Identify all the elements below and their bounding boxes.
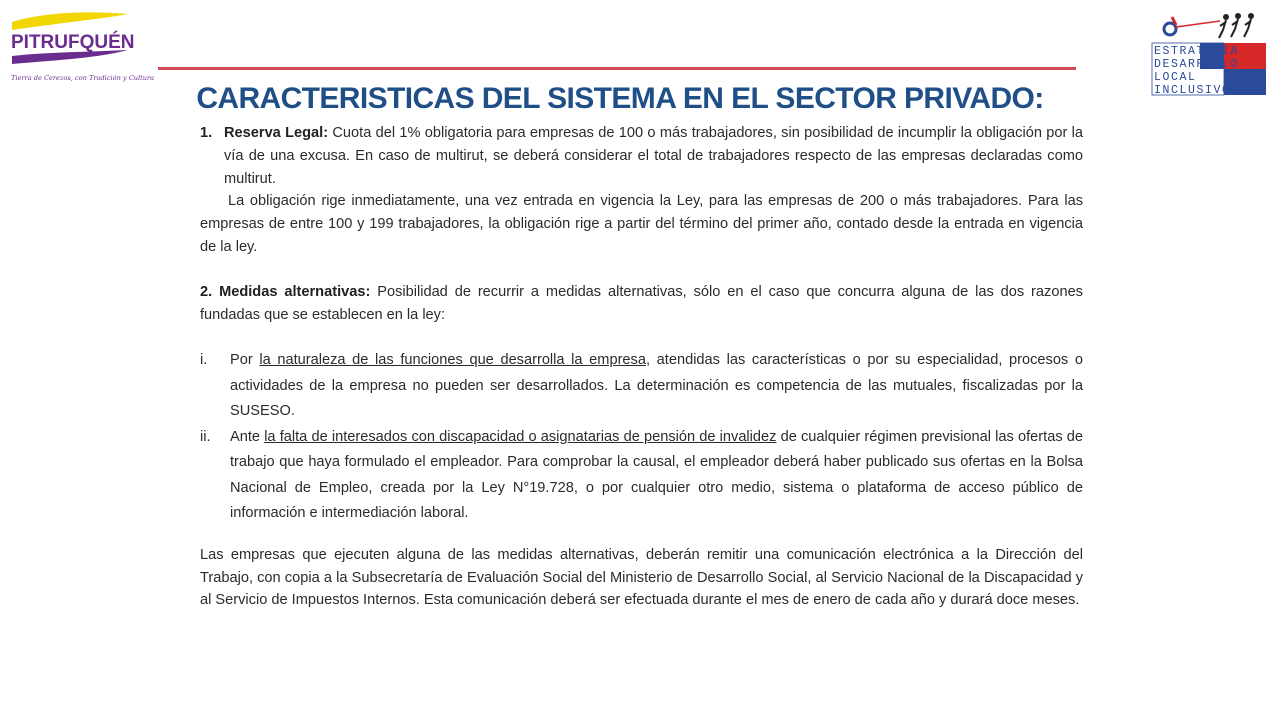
item-text: Posibilidad de recurrir a medidas alternativas, sólo en el caso que concurra alguna de las dos razones fundadas que se establecen en la ley:: [200, 283, 1083, 323]
header-divider: [158, 67, 1076, 70]
sub-item-i: [200, 348, 1083, 425]
svg-text:INCLUSIVO: INCLUSIVO: [1154, 84, 1231, 97]
item-number: 1.: [200, 125, 213, 141]
sub-item-marker: i.: [200, 352, 208, 369]
svg-text:DESARROLLO: DESARROLLO: [1154, 58, 1240, 71]
body-content: [200, 122, 1083, 612]
item-label: 2. Medidas alternativas:: [200, 283, 371, 300]
item-label: Reserva Legal:: [224, 125, 329, 141]
sub-item-text: de cualquier régimen previsional las ofertas de trabajo que haya formulado el empleador. Para comprobar la causal, el empleador deberá haber publicado sus ofertas en la Bolsa Nacional de Empleo, creada por la Ley N°19.728, o por cualquier otro medio, sistema o plataforma de acceso público de información e intermediación laboral.: [230, 428, 1084, 522]
sub-item-ii: [200, 425, 1083, 527]
item-medidas-alternativas: [200, 281, 1083, 327]
pitrufquen-logo: [8, 8, 155, 90]
sub-item-marker: ii.: [200, 428, 211, 445]
svg-text:PITRUFQUÉN: PITRUFQUÉN: [11, 32, 135, 53]
sub-item-text: , atendidas las características o por su especialidad, procesos o actividades de la empresa no pueden ser desarrollados. La determinación es competencia de las mutuales, fiscalizadas por la SUSESO.: [230, 352, 1083, 420]
item-text: Cuota del 1% obligatoria para empresas de 100 o más trabajadores, sin posibilidad de incumplir la obligación por la vía de una excusa. En caso de multirut, se deberá considerar el total de trabajadores respecto de las empresas declaradas como multirut.: [224, 125, 1083, 187]
svg-text:Tierra de Cerezos, con Tradici: Tierra de Cerezos, con Tradición y Cultura: [11, 74, 155, 82]
sub-item-underlined: la naturaleza de las funciones que desarrolla la empresa: [259, 352, 646, 369]
sub-item-underlined: la falta de interesados con discapacidad o asignatarias de pensión de invalidez: [264, 428, 777, 445]
item-reserva-legal: [200, 122, 1083, 190]
sub-item-prefix: Ante: [230, 428, 265, 445]
svg-text:ESTRATEGIA: ESTRATEGIA: [1154, 45, 1240, 58]
reserva-legal-continuation: La obligación rige inmediatamente, una vez entrada en vigencia la Ley, para las empresas de 200 o más trabajadores. Para las empresas de entre 100 y 199 trabajadores, la obligación rige a partir del término del primer año, contado desde la entrada en vigencia de la ley.: [200, 193, 1083, 255]
sub-item-prefix: Por: [230, 352, 260, 369]
svg-text:LOCAL: LOCAL: [1154, 71, 1197, 84]
page-title: CARACTERISTICAS DEL SISTEMA EN EL SECTOR PRIVADO:: [196, 82, 1044, 115]
closing-paragraph: Las empresas que ejecuten alguna de las medidas alternativas, deberán remitir una comunicación electrónica a la Dirección del Trabajo, con copia a la Subsecretaría de Evaluación Social del Ministerio de Desarrollo Social, al Servicio Nacional de la Discapacidad y al Servicio de Impuestos Internos. Esta comunicación deberá ser efectuada durante el mes de enero de cada año y durará doce meses.: [200, 546, 1083, 609]
